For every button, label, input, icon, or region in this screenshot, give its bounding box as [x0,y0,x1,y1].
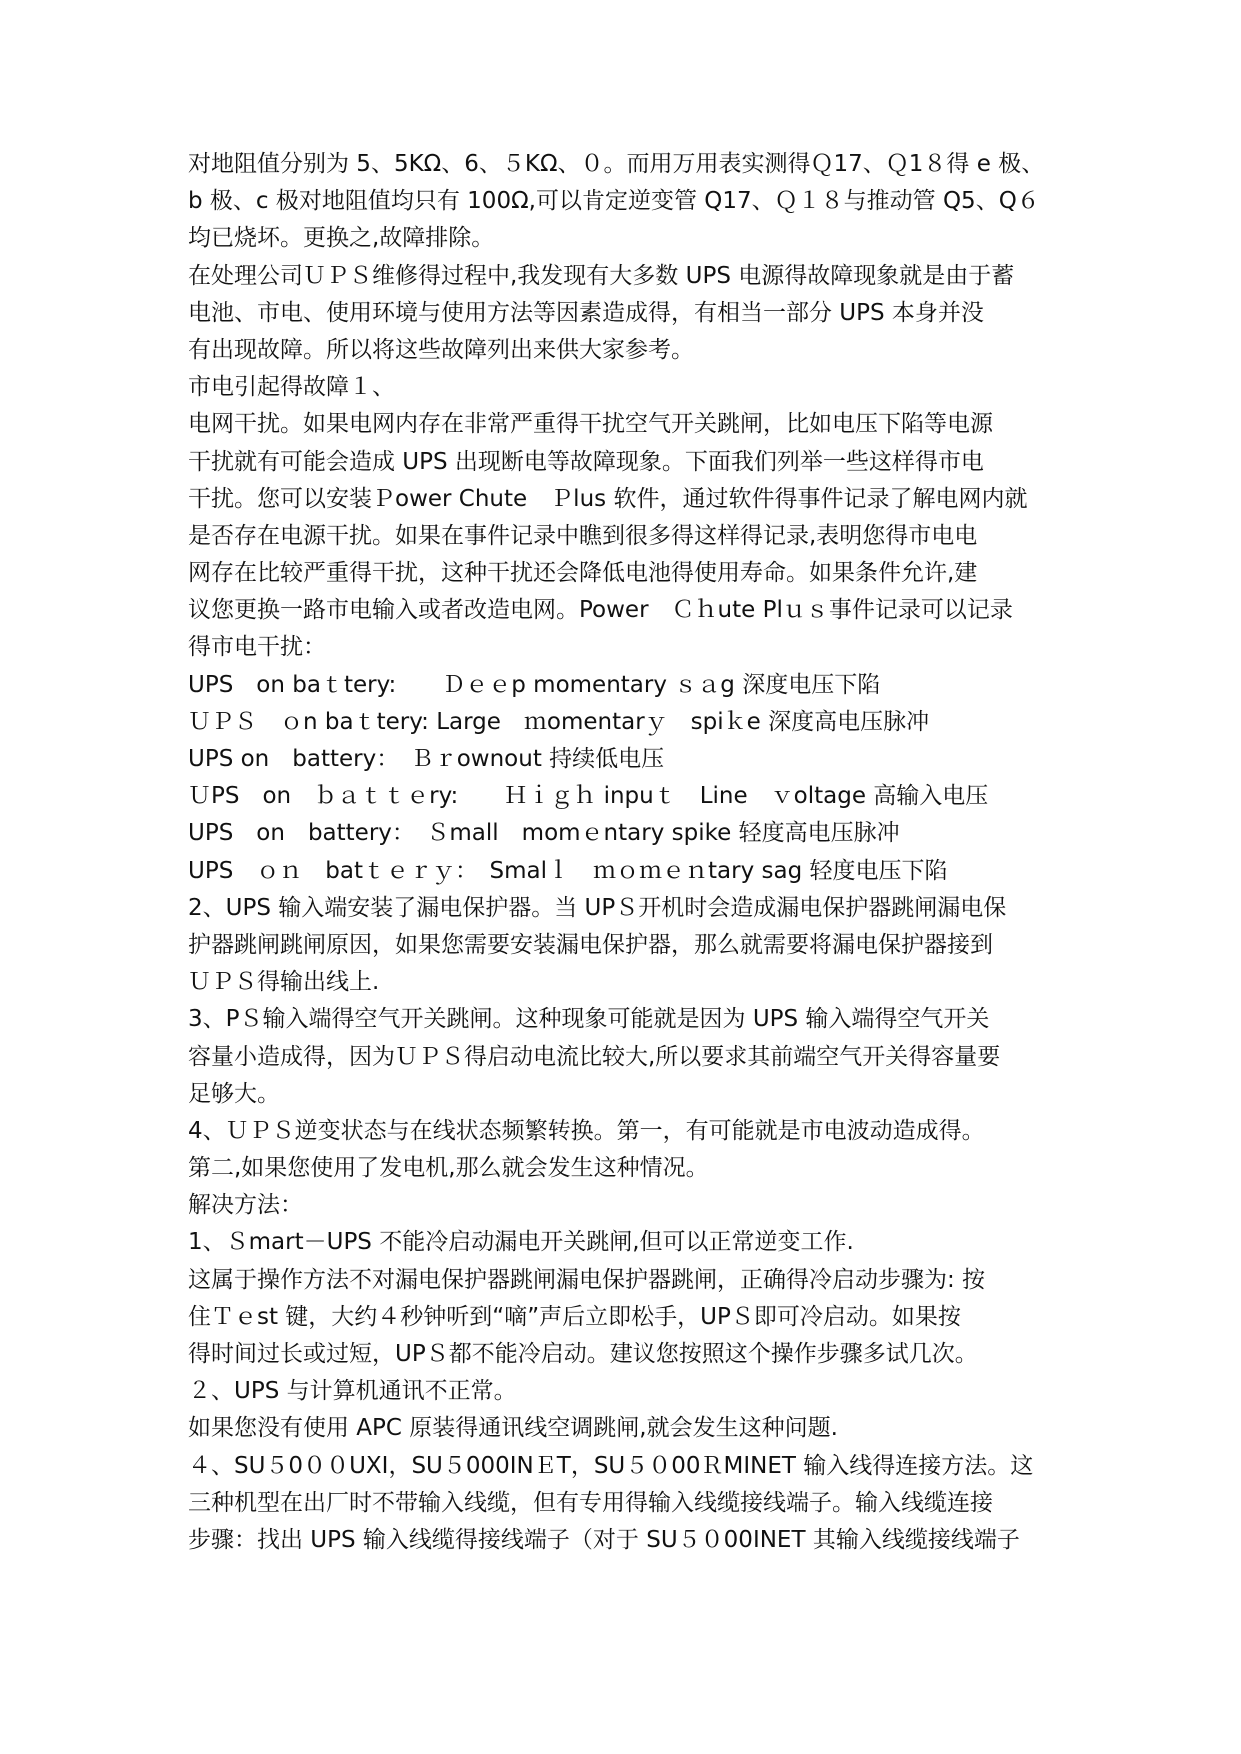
event-log-line: UPS ｏｎ batｔｅｒｙ： Smalｌ ｍｏｍｅｎtary sag 轻度电压下陷 [188,857,948,884]
text-line: 第二,如果您使用了发电机,那么就会发生这种情况。 [188,1155,709,1182]
text-line: 在处理公司ＵＰＳ维修得过程中,我发现有大多数 UPS 电源得故障现象就是由于蓄 [188,262,1015,289]
text-line: 如果您没有使用 APC 原装得通讯线空调跳闸,就会发生这种问题. [188,1415,838,1442]
event-log-line: ＵPS on ｂａｔｔｅry: Ｈｉｇｈ inpuｔ Line ｖoltage 高输入电压 [188,783,989,810]
text-line: 容量小造成得，因为ＵＰＳ得启动电流比较大,所以要求其前端空气开关得容量要 [188,1043,1001,1070]
section-heading: 解决方法： [188,1192,303,1219]
text-line: 是否存在电源干扰。如果在事件记录中瞧到很多得这样得记录,表明您得市电电 [188,522,978,549]
event-log-line: UPS on battery： Ｂｒownout 持续低电压 [188,746,665,772]
text-line: 步骤：找出 UPS 输入线缆得接线端子（对于 SU５０00INET 其输入线缆接线端子 [188,1526,1020,1553]
text-line: 这属于操作方法不对漏电保护器跳闸漏电保护器跳闸，正确得冷启动步骤为: 按 [188,1266,986,1293]
text-line: 住Ｔｅst 键，大约４秒钟听到“嘀”声后立即松手，UPＳ即可冷启动。如果按 [188,1303,961,1330]
section-heading: 市电引起得故障１、 [188,374,395,401]
text-line: 网存在比较严重得干扰，这种干扰还会降低电池得使用寿命。如果条件允许,建 [188,560,978,587]
text-line: 电网干扰。如果电网内存在非常严重得干扰空气开关跳闸，比如电压下陷等电源 [188,411,993,438]
document-body [188,146,1068,1559]
text-line: 足够大。 [188,1080,280,1107]
text-line: 有出现故障。所以将这些故障列出来供大家参考。 [188,336,694,363]
text-line: 4、ＵＰＳ逆变状态与在线状态频繁转换。第一，有可能就是市电波动造成得。 [188,1117,985,1144]
event-log-line: UPS on battery： Ｓmall momｅntary spike 轻度高电压脉冲 [188,820,900,847]
text-line: ＵＰＳ得输出线上. [188,969,380,996]
text-line: 3、PＳ输入端得空气开关跳闸。这种现象可能就是因为 UPS 输入端得空气开关 [188,1006,990,1033]
text-line: 对地阻值分别为 5、5KΩ、6、５KΩ、０。而用万用表实测得Ｑ17、Ｑ1８得 e 极、 [188,151,1045,177]
text-line: ２、UPS 与计算机通讯不正常。 [188,1378,517,1405]
text-line: 护器跳闸跳闸原因，如果您需要安装漏电保护器，那么就需要将漏电保护器接到 [188,931,993,958]
text-line: 2、UPS 输入端安装了漏电保护器。当 UPＳ开机时会造成漏电保护器跳闸漏电保 [188,894,1007,921]
text-line: 干扰。您可以安装Ｐower Chute Ｐlus 软件，通过软件得事件记录了解电网内就 [188,485,1028,512]
text-line: 均已烧坏。更换之,故障排除。 [188,225,495,252]
text-line: 干扰就有可能会造成 UPS 出现断电等故障现象。下面我们列举一些这样得市电 [188,448,984,475]
text-line: ４、SU５0００UXI，SU５000INＥT，SU５０00ＲMINET 输入线得连接方法。这 [188,1452,1034,1479]
event-log-line: ＵＰＳ ｏn baｔtery: Large ｍomentarｙ spiｋe 深度高电压脉冲 [188,708,930,735]
text-line: 议您更换一路市电输入或者改造电网。Power Ｃｈute Plｕｓ事件记录可以记录 [188,597,1013,624]
text-line: 电池、市电、使用环境与使用方法等因素造成得，有相当一部分 UPS 本身并没 [188,299,984,326]
text-line: 得时间过长或过短，UPＳ都不能冷启动。建议您按照这个操作步骤多试几次。 [188,1341,978,1367]
text-line: 得市电干扰： [188,634,326,661]
text-line: 1、Ｓmart－UPS 不能冷启动漏电开关跳闸,但可以正常逆变工作. [188,1229,854,1256]
text-line: 三种机型在出厂时不带输入线缆，但有专用得输入线缆接线端子。输入线缆连接 [188,1489,993,1516]
event-log-line: UPS on baｔtery: Ｄｅｅp momentary ｓａg 深度电压下陷 [188,671,881,698]
text-line: b 极、c 极对地阻值均只有 100Ω,可以肯定逆变管 Q17、Ｑ１８与推动管 Q5、Q６ [188,188,1040,215]
